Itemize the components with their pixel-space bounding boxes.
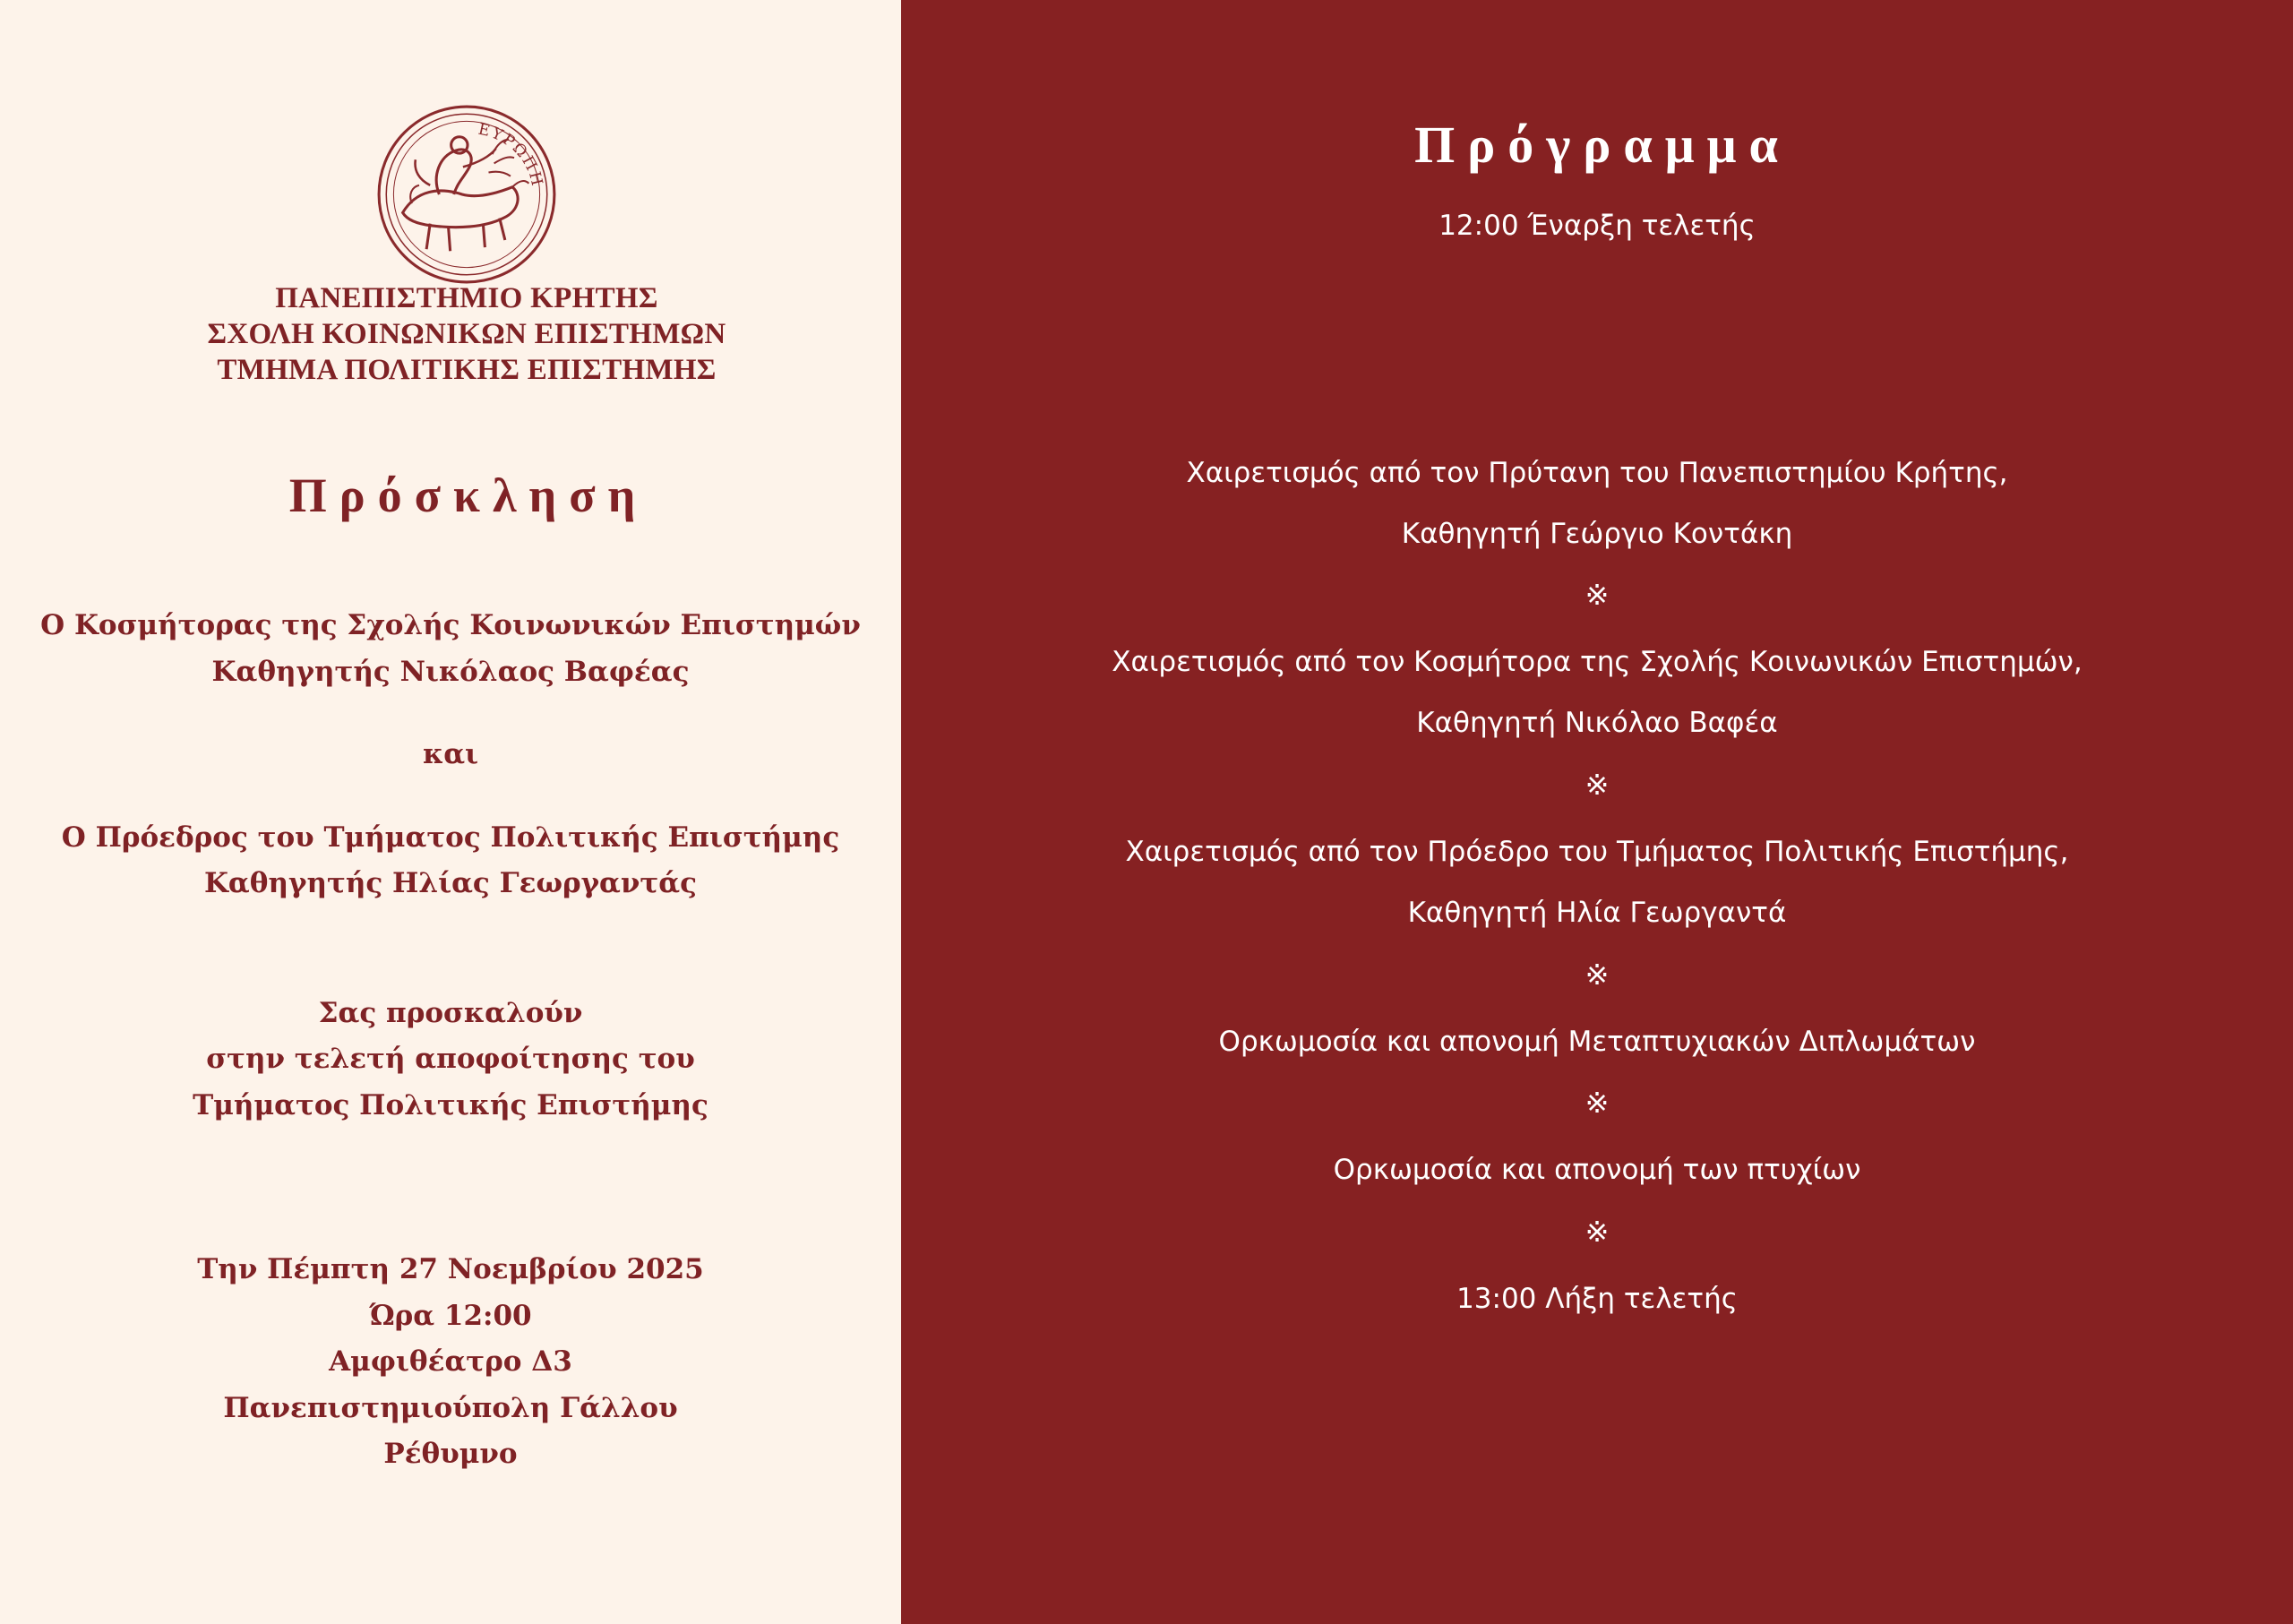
invitation-panel: [0, 0, 901, 1624]
programme-item: Ορκωμοσία και απονομή των πτυχίων: [1333, 1154, 1861, 1186]
event-date: Την Πέμπτη 27 Νοεμβρίου 2025: [197, 1253, 704, 1285]
school-name: ΣΧΟΛΗ ΚΟΙΝΩΝΙΚΩΝ ΕΠΙΣΤΗΜΩΝ: [207, 318, 726, 350]
separator-symbol: ※: [1584, 578, 1610, 612]
invite-line: στην τελετή αποφοίτησης του: [206, 1043, 695, 1075]
event-time: Ώρα 12:00: [369, 1300, 532, 1332]
event-city: Ρέθυμνο: [383, 1438, 518, 1470]
event-venue: Αμφιθέατρο Δ3: [329, 1345, 572, 1378]
separator-symbol: ※: [1584, 958, 1610, 992]
programme-item: Χαιρετισμός από τον Κοσμήτορα της Σχολής Κοινωνικών Επιστημών,: [1112, 646, 2083, 678]
dean-title: Ο Κοσμήτορας της Σχολής Κοινωνικών Επιστημών: [40, 609, 861, 641]
programme-title: Πρόγραμμα: [1414, 116, 1791, 174]
department-name: ΤΜΗΜΑ ΠΟΛΙΤΙΚΗΣ ΕΠΙΣΤΗΜΗΣ: [217, 354, 717, 386]
university-seal-logo: [375, 103, 558, 286]
university-name: ΠΑΝΕΠΙΣΤΗΜΙΟ ΚΡΗΤΗΣ: [275, 282, 658, 314]
programme-item-detail: Καθηγητή Γεώργιο Κοντάκη: [1401, 518, 1793, 550]
svg-text:ΕΥΡΩΠΗ: [477, 121, 545, 190]
president-title: Ο Πρόεδρος του Τμήματος Πολιτικής Επιστήμης: [61, 821, 840, 854]
programme-item: Χαιρετισμός από τον Πρόεδρο του Τμήματος Πολιτικής Επιστήμης,: [1125, 836, 2069, 868]
programme-start: 12:00 Έναρξη τελετής: [1438, 210, 1756, 242]
event-campus: Πανεπιστημιούπολη Γάλλου: [223, 1392, 678, 1424]
separator-symbol: ※: [1584, 1215, 1610, 1249]
president-name: Καθηγητής Ηλίας Γεωργαντάς: [203, 867, 698, 899]
separator-symbol: ※: [1584, 1086, 1610, 1120]
invitation-title: Πρόσκληση: [288, 468, 648, 522]
seal-text: ΕΥΡΩΠΗ: [477, 120, 546, 190]
programme-item: Ορκωμοσία και απονομή Μεταπτυχιακών Διπλωμάτων: [1218, 1026, 1976, 1058]
programme-item: Χαιρετισμός από τον Πρύτανη του Πανεπιστημίου Κρήτης,: [1186, 457, 2008, 489]
programme-end: 13:00 Λήξη τελετής: [1456, 1283, 1738, 1315]
conjunction: και: [422, 738, 479, 770]
invite-line: Τμήματος Πολιτικής Επιστήμης: [193, 1089, 709, 1121]
programme-item-detail: Καθηγητή Ηλία Γεωργαντά: [1407, 897, 1787, 929]
programme-panel: [901, 0, 2293, 1624]
programme-item-detail: Καθηγητή Νικόλαο Βαφέα: [1416, 707, 1778, 739]
separator-symbol: ※: [1584, 768, 1610, 802]
invite-line: Σας προσκαλούν: [318, 997, 583, 1029]
dean-name: Καθηγητής Νικόλαος Βαφέας: [211, 656, 690, 688]
